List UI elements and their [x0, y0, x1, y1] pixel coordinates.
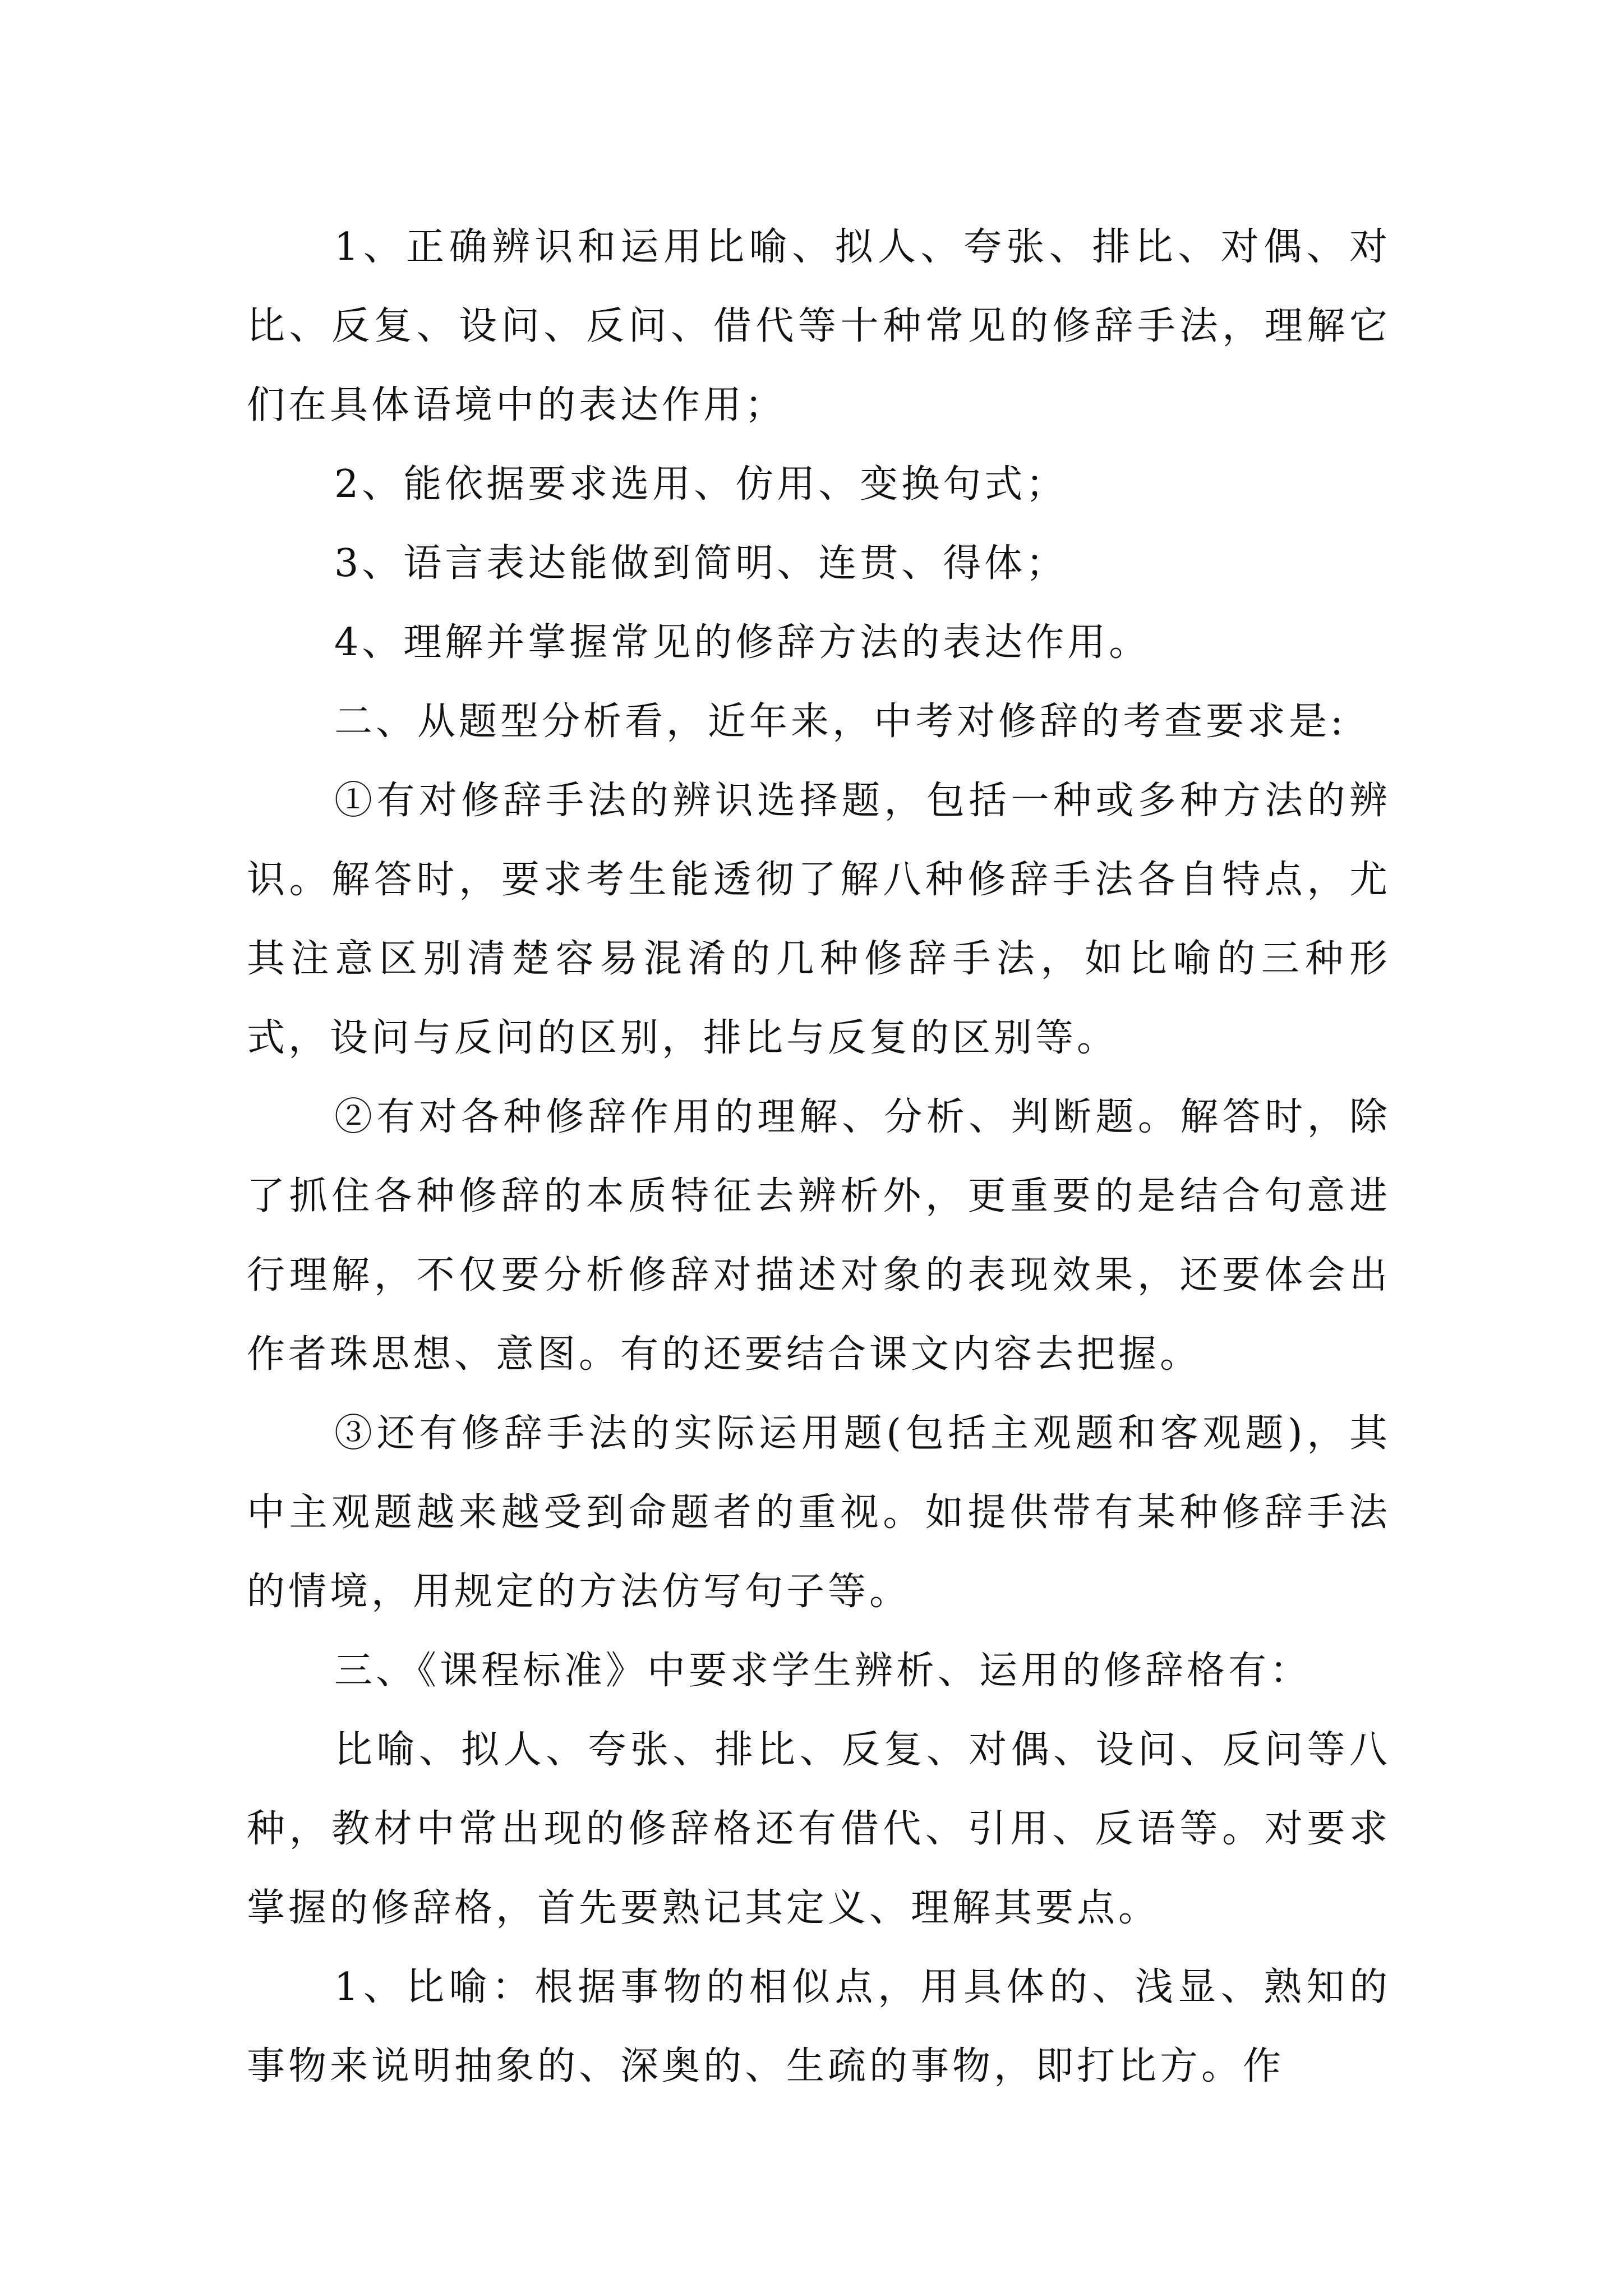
paragraph-section-2-heading: 二、从题型分析看，近年来，中考对修辞的考查要求是: — [334, 700, 1347, 744]
paragraph-metaphor-definition: 1、比喻：根据事物的相似点，用具体的、浅显、熟知的事物来说明抽象的、深奥的、生疏的事物，即打比方。作 — [247, 1965, 1391, 2088]
paragraph-skill-3: 3、语言表达能做到简明、连贯、得体； — [334, 541, 1068, 586]
paragraph-skill-2: 2、能依据要求选用、仿用、变换句式； — [334, 462, 1068, 507]
paragraph-question-type-1: ①有对修辞手法的辨识选择题，包括一种或多种方法的辨识。解答时，要求考生能透彻了解八种修辞手法各自特点，尤其注意区别清楚容易混淆的几种修辞手法，如比喻的三种形式，设问与反问的区别，排比与反复的区别等。 — [247, 779, 1391, 1060]
paragraph-figures-list: 比喻、拟人、夸张、排比、反复、对偶、设问、反问等八种，教材中常出现的修辞格还有借代、引用、反语等。对要求掌握的修辞格，首先要熟记其定义、理解其要点。 — [247, 1728, 1391, 1930]
paragraph-skill-4: 4、理解并掌握常见的修辞方法的表达作用。 — [334, 620, 1151, 665]
paragraph-skill-1: 1、正确辨识和运用比喻、拟人、夸张、排比、对偶、对比、反复、设问、反问、借代等十种常见的修辞手法，理解它们在具体语境中的表达作用； — [247, 225, 1391, 427]
paragraph-question-type-2: ②有对各种修辞作用的理解、分析、判断题。解答时，除了抓住各种修辞的本质特征去辨析外，更重要的是结合句意进行理解，不仅要分析修辞对描述对象的表现效果，还要体会出作者珠思想、意图。有的还要结合课文内容去把握。 — [247, 1095, 1391, 1377]
document-body — [247, 208, 1391, 2106]
paragraph-section-3-heading: 三、《课程标准》中要求学生辨析、运用的修辞格有： — [334, 1649, 1312, 1693]
paragraph-question-type-3: ③还有修辞手法的实际运用题(包括主观题和客观题)，其中主观题越来越受到命题者的重视。如提供带有某种修辞手法的情境，用规定的方法仿写句子等。 — [247, 1411, 1391, 1614]
